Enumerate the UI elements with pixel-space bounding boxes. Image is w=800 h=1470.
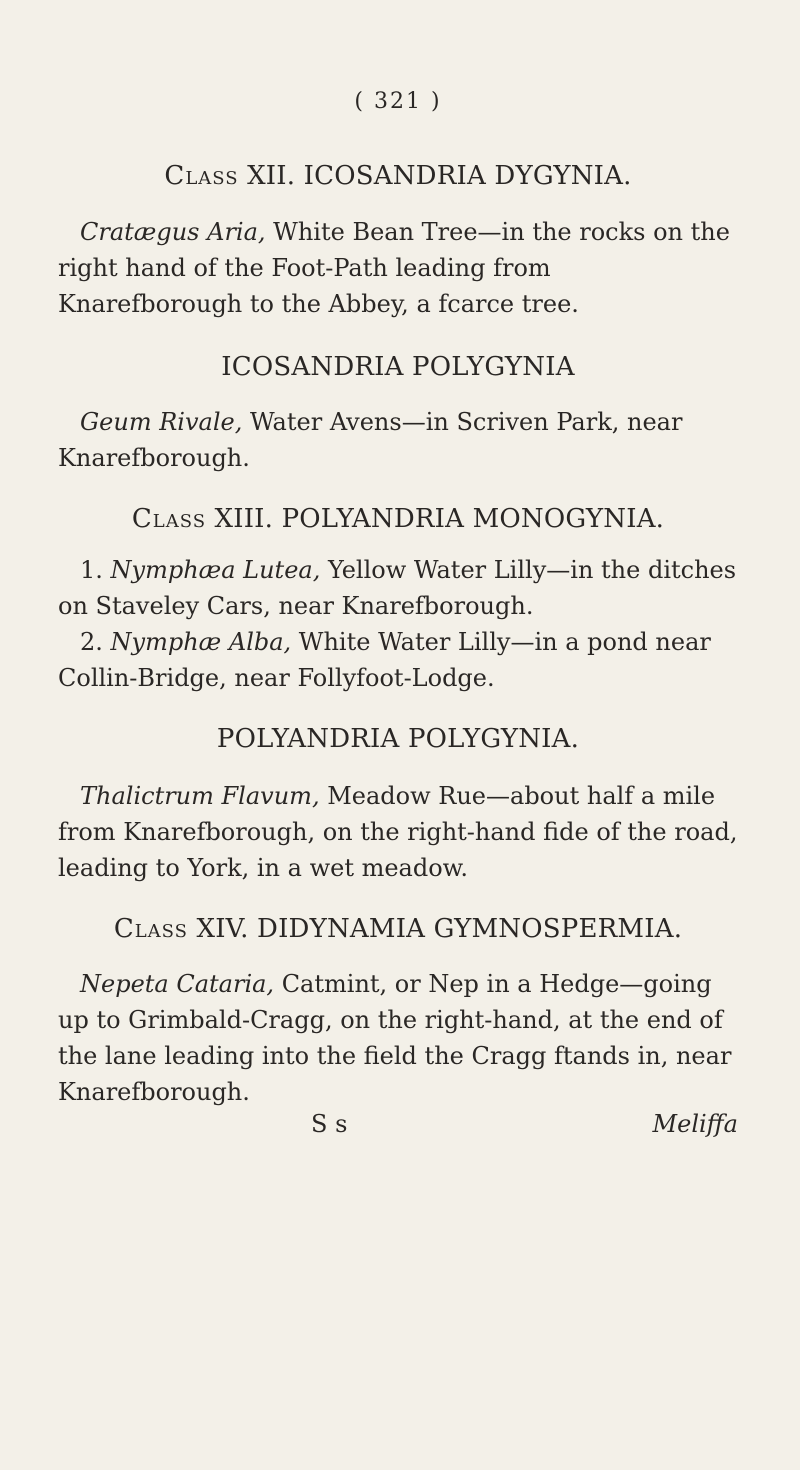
latin-name: Thalictrum Flavum,: [80, 782, 320, 810]
entry-text: White Bean Tree—in the rocks on the right hand of the Foot-Path leading from Knarefborough to the Abbey, a fcarce tree.: [58, 218, 730, 318]
entry-number: 2.: [80, 628, 111, 656]
latin-name: Cratægus Aria,: [80, 218, 266, 246]
signature-mark: S s: [311, 1110, 348, 1138]
class-label: Class: [164, 161, 239, 191]
entry-text: Meadow Rue—about half a mile from Knarefborough, on the right-hand fide of the road, leading to York, in a wet meadow.: [58, 782, 738, 882]
class-xiv-heading: [58, 914, 738, 944]
entry-geum-rivale: [58, 404, 738, 476]
latin-name: Nymphæa Lutea,: [110, 556, 321, 584]
icosandria-polygynia-heading: ICOSANDRIA POLYGYNIA: [221, 352, 575, 382]
entry-crataegus-aria: [58, 214, 738, 322]
entry-thalictrum-flavum: [58, 778, 738, 886]
entry-nymphae-alba: [58, 624, 738, 696]
class-label: Class: [131, 504, 207, 534]
page-number: ( 321 ): [354, 89, 442, 114]
latin-name: Nepeta Cataria,: [80, 970, 275, 998]
entry-nepeta-cataria: [58, 966, 738, 1110]
heading-text: XIII. POLYANDRIA MONOGYNIA.: [206, 504, 665, 534]
heading-text: XII. ICOSANDRIA DYGYNIA.: [238, 161, 632, 191]
latin-name: Geum Rivale,: [80, 408, 243, 436]
polyandria-polygynia-heading: POLYANDRIA POLYGYNIA.: [216, 724, 580, 754]
class-xii-heading: [58, 161, 738, 191]
entry-number: 1.: [80, 556, 111, 584]
page-footer: [58, 1110, 738, 1146]
class-label: Class: [113, 914, 189, 944]
heading-text: XIV. DIDYNAMIA GYMNOSPERMIA.: [188, 914, 683, 944]
class-xiii-heading: [58, 504, 738, 534]
latin-name: Nymphæ Alba,: [110, 628, 292, 656]
entry-text: Water Avens—in Scriven Park, near Knarefborough.: [58, 408, 683, 472]
catchword: Meliffa: [652, 1110, 738, 1138]
entry-nymphaea-lutea: [58, 552, 738, 624]
entry-text: Yellow Water Lilly—in the ditches on Staveley Cars, near Knarefborough.: [58, 556, 737, 620]
entry-text: White Water Lilly—in a pond near Collin-Bridge, near Follyfoot-Lodge.: [58, 628, 711, 692]
entry-text: Catmint, or Nep in a Hedge—going up to Grimbald-Cragg, on the right-hand, at the end of the lane leading into the field the Cragg ftands in, near Knarefborough.: [58, 970, 732, 1106]
